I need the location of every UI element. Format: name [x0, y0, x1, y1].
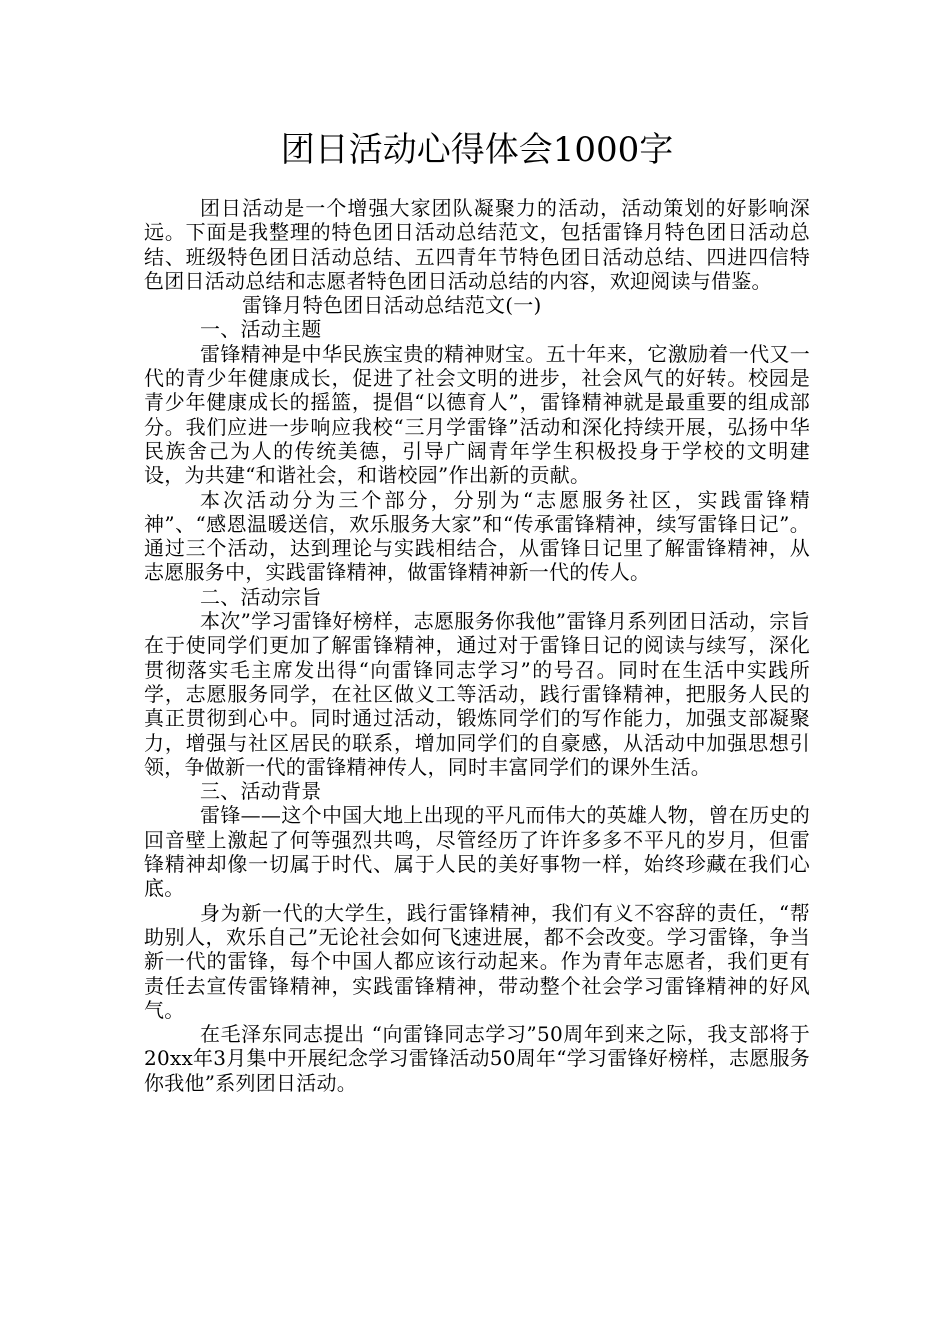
document-title: 团日活动心得体会1000字 [280, 130, 674, 170]
section-heading-leifeng-month: 雷锋月特色团日活动总结范文(一) [242, 293, 542, 318]
paragraph-theme-1: 雷锋精神是中华民族宝贵的精神财宝。五十年来，它激励着一代又一代的青少年健康成长，促进了社会文明的进步，社会风气的好转。校园是青少年健康成长的摇篮，提倡“以德育人”，雷锋精神就是最重要的组成部分。我们应进一步响应我校“三月学雷锋”活动和深化持续开展，弘扬中华民族舍己为人的传统美德，引导广阔青年学生积极投身于学校的文明建设，为共建“和谐社会，和谐校园”作出新的贡献。 [144, 341, 810, 488]
document-body [144, 196, 810, 1095]
paragraph-purpose: 本次”学习雷锋好榜样，志愿服务你我他”雷锋月系列团日活动，宗旨在于使同学们更加了解雷锋精神，通过对于雷锋日记的阅读与续写，深化贯彻落实毛主席发出得“向雷锋同志学习”的号召。同时在生活中实践所学，志愿服务同学，在社区做义工等活动，践行雷锋精神，把服务人民的真正贯彻到心中。同时通过活动，锻炼同学们的写作能力，加强支部凝聚力，增强与社区居民的联系，增加同学们的自豪感，从活动中加强思想引领，争做新一代的雷锋精神传人，同时丰富同学们的课外生活。 [144, 609, 810, 779]
intro-paragraph: 团日活动是一个增强大家团队凝聚力的活动，活动策划的好影响深远。下面是我整理的特色团日活动总结范文，包括雷锋月特色团日活动总结、班级特色团日活动总结、五四青年节特色团日活动总结、四进四信特色团日活动总结和志愿者特色团日活动总结的内容，欢迎阅读与借鉴。 [144, 196, 810, 293]
paragraph-theme-2: 本次活动分为三个部分，分别为“志愿服务社区，实践雷锋精神”、“感恩温暖送信，欢乐服务大家”和“传承雷锋精神，续写雷锋日记”。通过三个活动，达到理论与实践相结合，从雷锋日记里了解雷锋精神，从志愿服务中，实践雷锋精神，做雷锋精神新一代的传人。 [144, 487, 810, 585]
heading-activity-background: 三、活动背景 [200, 779, 322, 804]
paragraph-background-3: 在毛泽东同志提出 “向雷锋同志学习”50周年到来之际，我支部将于20xx年3月集中开展纪念学习雷锋活动50周年“学习雷锋好榜样，志愿服务你我他”系列团日活动。 [144, 1022, 810, 1095]
paragraph-background-1: 雷锋——这个中国大地上出现的平凡而伟大的英雄人物，曾在历史的回音壁上激起了何等强烈共鸣，尽管经历了许许多多不平凡的岁月，但雷锋精神却像一切属于时代、属于人民的美好事物一样，始终珍藏在我们心底。 [144, 803, 810, 901]
heading-activity-purpose: 二、活动宗旨 [200, 584, 322, 609]
heading-activity-theme: 一、活动主题 [200, 317, 322, 342]
paragraph-background-2: 身为新一代的大学生，践行雷锋精神，我们有义不容辞的责任，“帮助别人，欢乐自己”无论社会如何飞速进展，都不会改变。学习雷锋，争当新一代的雷锋，每个中国人都应该行动起来。作为青年志愿者，我们更有责任去宣传雷锋精神，实践雷锋精神，带动整个社会学习雷锋精神的好风气。 [144, 900, 810, 1022]
